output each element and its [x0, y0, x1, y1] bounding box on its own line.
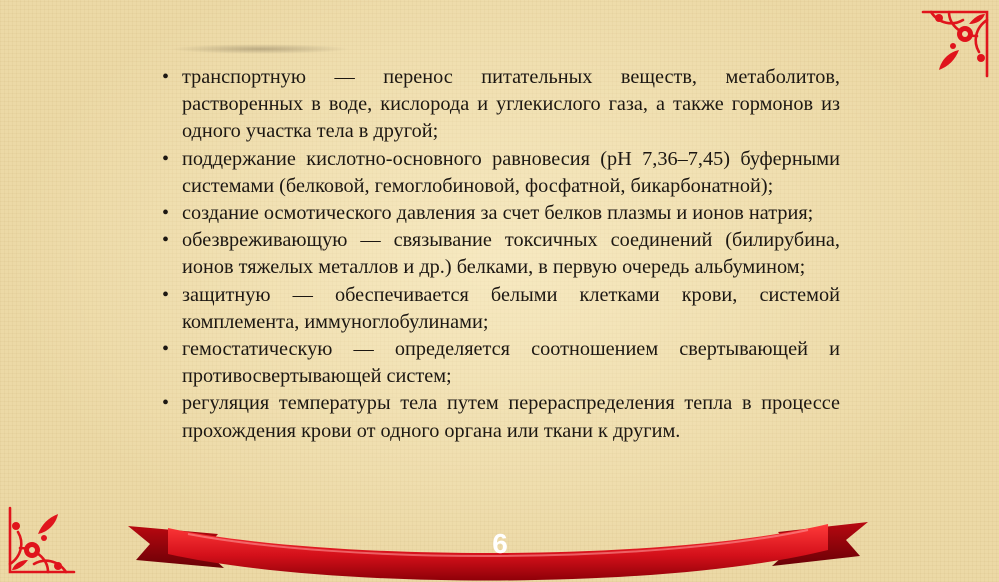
- bullet-icon: •: [162, 338, 170, 361]
- list-item: [160, 146, 840, 200]
- list-item: [160, 200, 840, 227]
- floral-corner-ornament-icon: [4, 504, 78, 578]
- list-item-text: защитную — обеспечивается белыми клетками крови, системой комплемента, иммуноглобулинами;: [182, 283, 840, 333]
- bullet-icon: •: [162, 147, 170, 170]
- list-item: [160, 282, 840, 336]
- list-item-text: транспортную — перенос питательных веществ, метаболитов, растворенных в воде, кислорода и углекислого газа, а также гормонов из одного участка тела в другой;: [182, 66, 840, 143]
- bullet-icon: •: [162, 283, 170, 306]
- list-item: [160, 64, 840, 146]
- list-item: [160, 227, 840, 281]
- list-item-text: гемостатическую — определяется соотношением свертывающей и противосвертывающей систем;: [182, 338, 840, 388]
- bullet-icon: •: [162, 202, 170, 225]
- page-number: 6: [492, 528, 508, 559]
- list-item: [160, 336, 840, 390]
- list-item-text: регуляция температуры тела путем перераспределения тепла в процессе прохождения крови от одного органа или ткани к другим.: [182, 392, 840, 442]
- list-item: [160, 390, 840, 444]
- floral-corner-ornament-icon: [919, 6, 993, 80]
- functions-list: [160, 64, 840, 445]
- bullet-icon: •: [162, 392, 170, 415]
- list-item-text: поддержание кислотно-основного равновесия (рН 7,36–7,45) буферными системами (белковой, гемоглобиновой, фосфатной, бикарбонатной);: [182, 147, 840, 197]
- bullet-icon: •: [162, 66, 170, 88]
- scan-artifact: [170, 44, 350, 54]
- list-item-text: создание осмотического давления за счет белков плазмы и ионов натрия;: [182, 202, 814, 225]
- bullet-icon: •: [162, 229, 170, 252]
- list-item-text: обезвреживающую — связывание токсичных соединений (билирубина, ионов тяжелых металлов и др.) белками, в первую очередь альбумином;: [182, 229, 840, 279]
